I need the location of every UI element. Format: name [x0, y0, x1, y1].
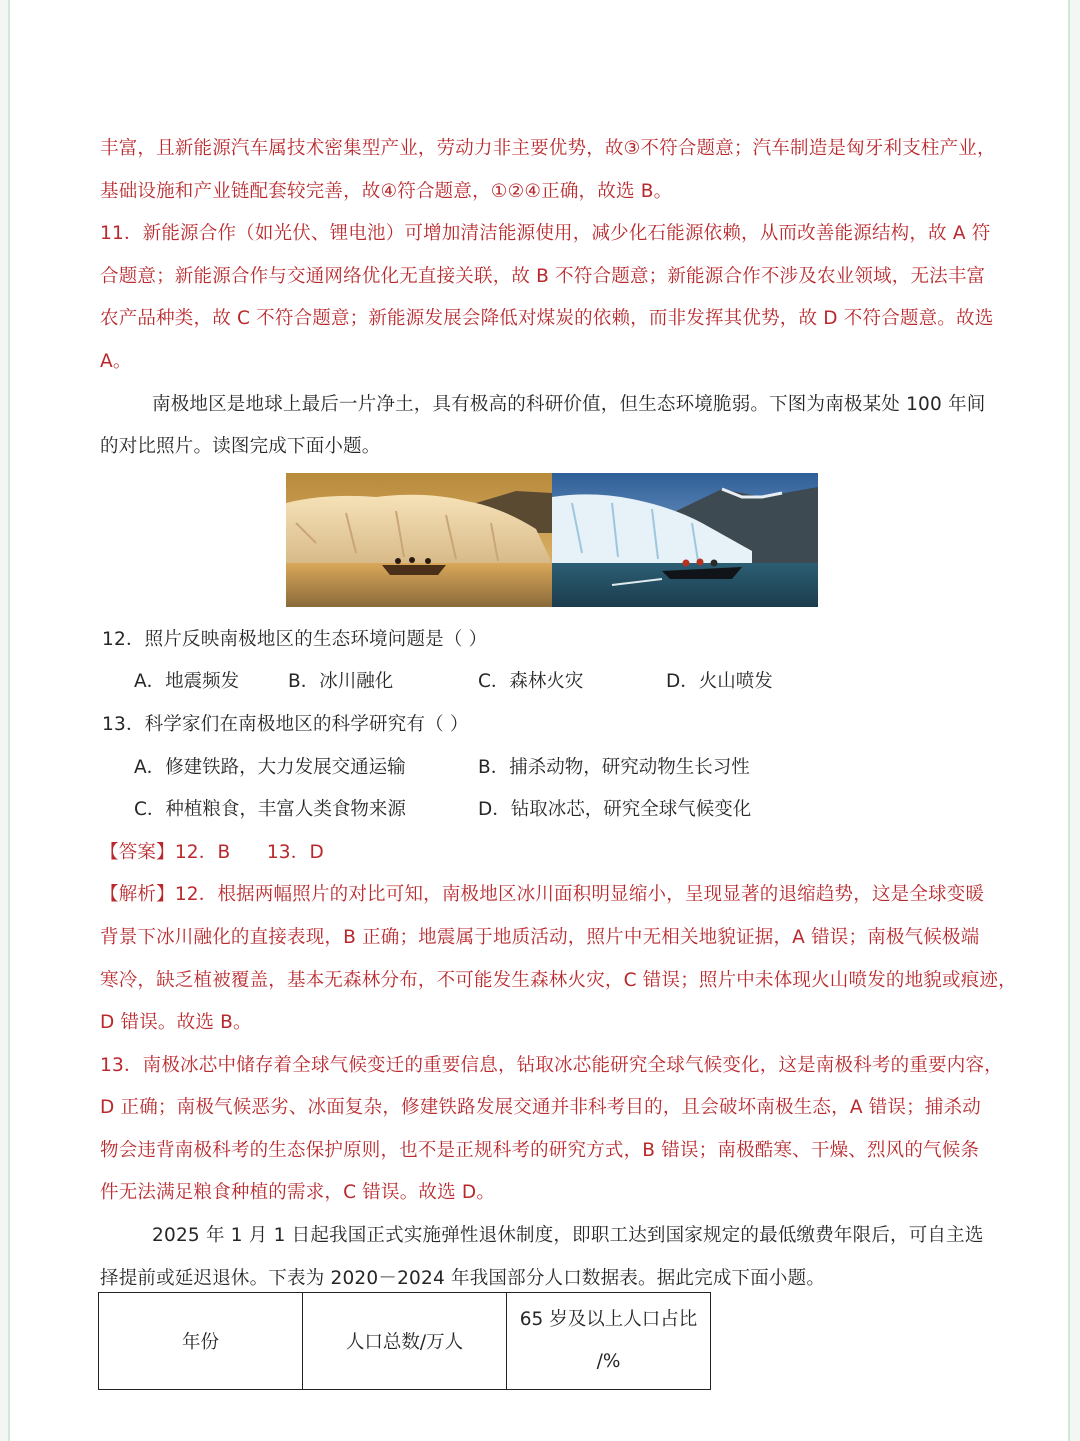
intro-paragraph-line: 2025 年 1 月 1 日起我国正式实施弹性退休制度，即职工达到国家规定的最低缴费年限后，可自主选 — [152, 1225, 984, 1247]
option-d: D．钻取冰芯，研究全球气候变化 — [478, 799, 752, 821]
intro-paragraph-line: 的对比照片。读图完成下面小题。 — [100, 436, 381, 458]
question-13-options-row1 — [100, 747, 1000, 790]
analysis-q11-line: A。 — [100, 350, 132, 372]
header-year: 年份 — [99, 1293, 303, 1390]
document-content — [100, 128, 1017, 1300]
analysis-12-line: 寒冷，缺乏植被覆盖，基本无森林分布，不可能发生森林火灾，C 错误；照片中未体现火山喷发的地貌或痕迹， — [100, 969, 1017, 991]
historic-glacier-photo — [286, 473, 552, 607]
option-b: B．捕杀动物，研究动物生长习性 — [478, 756, 750, 778]
answer-tag: 【答案】 — [100, 841, 175, 863]
header-elderly-ratio-line1: 65 岁及以上人口占比 — [519, 1309, 698, 1330]
question-12-options — [100, 661, 1000, 704]
answer-text: 12．B 13．D — [174, 841, 324, 863]
analysis-q10-line: 基础设施和产业链配套较完善，故④符合题意，①②④正确，故选 B。 — [100, 180, 673, 202]
analysis-tag: 【解析】 — [100, 884, 175, 906]
comparison-photos — [100, 469, 1000, 619]
analysis-13-line: D 正确；南极气候恶劣、冰面复杂，修建铁路发展交通并非科考目的，且会破坏南极生态，A 错误；捕杀动 — [100, 1097, 981, 1119]
question-13-options-row2 — [100, 789, 1000, 832]
intro-paragraph-line: 南极地区是地球上最后一片净土，具有极高的科研价值，但生态环境脆弱。下图为南极某处 100 年间 — [152, 393, 986, 415]
option-a: A．地震频发 — [134, 671, 240, 693]
analysis-12-line: D 错误。故选 B。 — [100, 1012, 252, 1034]
option-a: A．修建铁路，大力发展交通运输 — [134, 756, 406, 778]
analysis-q11-line: 农产品种类，故 C 不符合题意；新能源发展会降低对煤炭的依赖，而非发挥其优势，故 D 不符合题意。故选 — [100, 308, 994, 330]
analysis-13-line: 物会违背南极科考的生态保护原则，也不是正规科考的研究方式，B 错误；南极酷寒、干燥、烈风的气候条 — [100, 1139, 980, 1161]
option-b: B．冰川融化 — [288, 671, 394, 693]
analysis-12-line — [100, 874, 1000, 917]
question-12-stem: 12．照片反映南极地区的生态环境问题是（ ） — [102, 628, 488, 650]
population-table — [98, 1292, 711, 1390]
answer-line — [100, 832, 1000, 875]
document-page — [8, 0, 1070, 1441]
analysis-13-line: 件无法满足粮食种植的需求，C 错误。故选 D。 — [100, 1182, 496, 1204]
analysis-q10-line: 丰富，且新能源汽车属技术密集型产业，劳动力非主要优势，故③不符合题意；汽车制造是匈牙利支柱产业， — [100, 138, 996, 159]
header-population-total: 人口总数/万人 — [303, 1293, 507, 1390]
analysis-12-text: 12．根据两幅照片的对比可知，南极地区冰川面积明显缩小，呈现显著的退缩趋势，这是全球变暖 — [174, 884, 985, 906]
header-elderly-ratio-line2: /% — [596, 1351, 621, 1372]
option-c: C．种植粮食，丰富人类食物来源 — [134, 799, 406, 821]
table-header-row — [99, 1293, 711, 1390]
option-d: D．火山喷发 — [666, 671, 773, 693]
analysis-13-line: 13．南极冰芯中储存着全球气候变迁的重要信息，钻取冰芯能研究全球气候变化，这是南极科考的重要内容， — [100, 1054, 1003, 1076]
modern-glacier-photo — [552, 473, 818, 607]
analysis-q11-line: 11．新能源合作（如光伏、锂电池）可增加清洁能源使用，减少化石能源依赖，从而改善能源结构，故 A 符 — [100, 223, 991, 245]
option-c: C．森林火灾 — [478, 671, 584, 693]
question-13-stem: 13．科学家们在南极地区的科学研究有（ ） — [102, 713, 469, 735]
analysis-q11-line: 合题意；新能源合作与交通网络优化无直接关联，故 B 不符合题意；新能源合作不涉及农业领域，无法丰富 — [100, 265, 986, 287]
analysis-12-line: 背景下冰川融化的直接表现，B 正确；地震属于地质活动，照片中无相关地貌证据，A 错误；南极气候极端 — [100, 926, 980, 948]
intro-paragraph-line: 择提前或延迟退休。下表为 2020－2024 年我国部分人口数据表。据此完成下面小题。 — [100, 1267, 826, 1289]
header-elderly-ratio — [507, 1293, 711, 1390]
